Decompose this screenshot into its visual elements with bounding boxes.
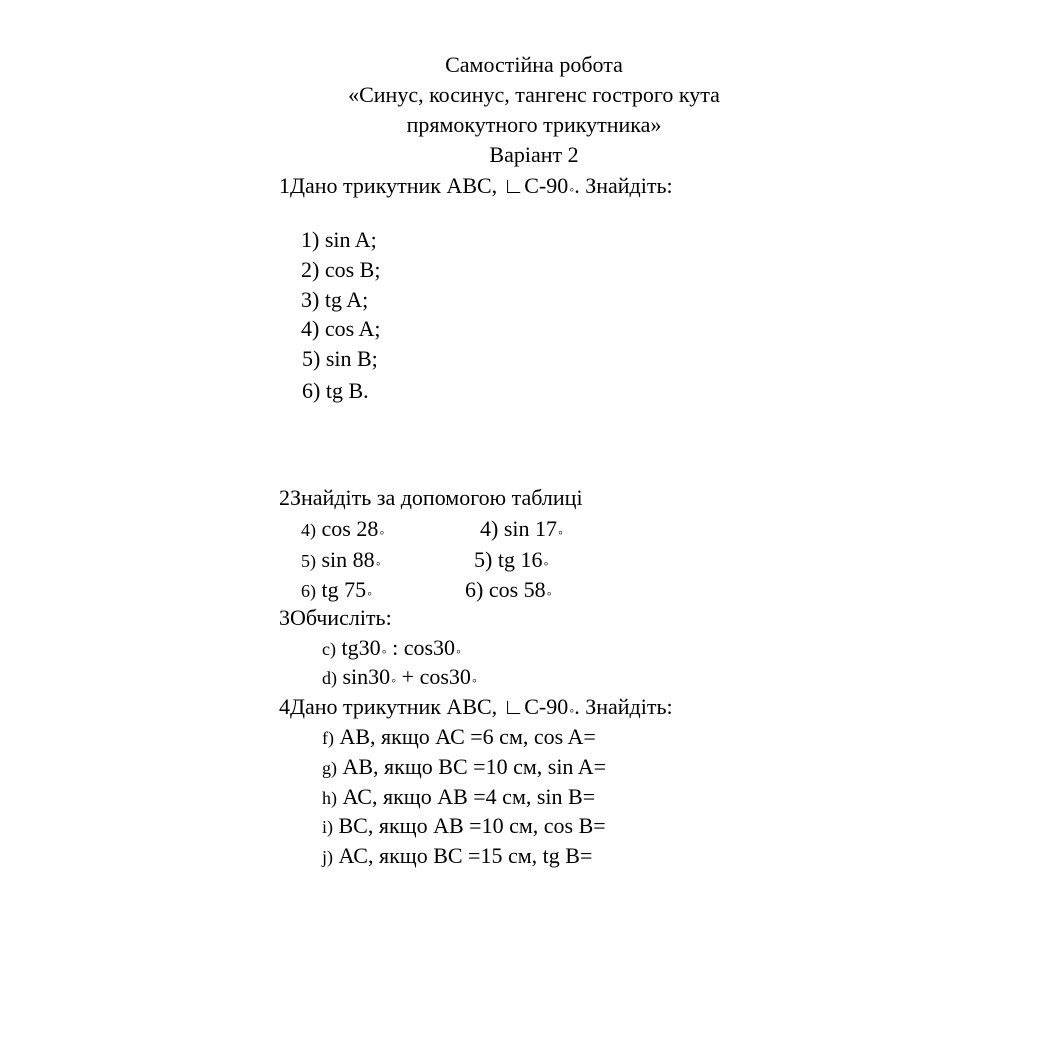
task2-prompt: 2Знайдіть за допомогою таблиці	[279, 485, 583, 510]
task1-item: 6) tg B.	[302, 378, 369, 403]
right-angle-symbol: ∟	[502, 694, 525, 719]
task2-right-item: 6) cos 58◦	[465, 577, 552, 602]
task4-item: f) АВ, якщо АС =6 см, cos A=	[322, 724, 596, 749]
task1-item: 5) sin B;	[302, 346, 378, 371]
task4-item: g) АВ, якщо ВС =10 см, sin A=	[322, 754, 607, 779]
right-angle-symbol: ∟	[502, 173, 525, 198]
task2-left-item: 5) sin 88◦	[301, 547, 381, 572]
task4-item: j) АС, якщо ВС =15 см, tg B=	[322, 843, 593, 868]
task2-right-item: 4) sin 17◦	[480, 516, 563, 541]
task3-item: c) tg30◦ : cos30◦	[322, 635, 461, 660]
degree-mark: ◦	[569, 183, 575, 198]
doc-subtitle-line2: прямокутного трикутника»	[406, 112, 662, 137]
task4-item: h) АС, якщо АВ =4 см, sin B=	[322, 784, 596, 809]
variant-label: Варіант 2	[489, 142, 579, 167]
task1-item: 2) cos B;	[301, 257, 381, 282]
task1-prompt: 1Дано трикутник АВС, ∟С-90◦. Знайдіть:	[279, 173, 673, 198]
task3-prompt: 3Обчисліть:	[279, 605, 392, 630]
task1-item: 3) tg A;	[301, 287, 369, 312]
task4-item: i) ВС, якщо АВ =10 см, cos B=	[322, 813, 606, 838]
doc-subtitle-line1: «Синус, косинус, тангенс гострого кута	[348, 82, 720, 107]
task4-prompt: 4Дано трикутник АВС, ∟С-90◦. Знайдіть:	[279, 694, 673, 719]
task1-item: 1) sin A;	[301, 227, 377, 252]
doc-title: Самостійна робота	[445, 52, 623, 77]
degree-mark: ◦	[569, 704, 575, 719]
task2-right-item: 5) tg 16◦	[474, 547, 549, 572]
task2-left-item: 6) tg 75◦	[301, 577, 373, 602]
task3-item: d) sin30◦ + cos30◦	[322, 664, 477, 689]
task2-left-item: 4) cos 28◦	[301, 516, 385, 541]
task1-item: 4) cos A;	[301, 316, 381, 341]
